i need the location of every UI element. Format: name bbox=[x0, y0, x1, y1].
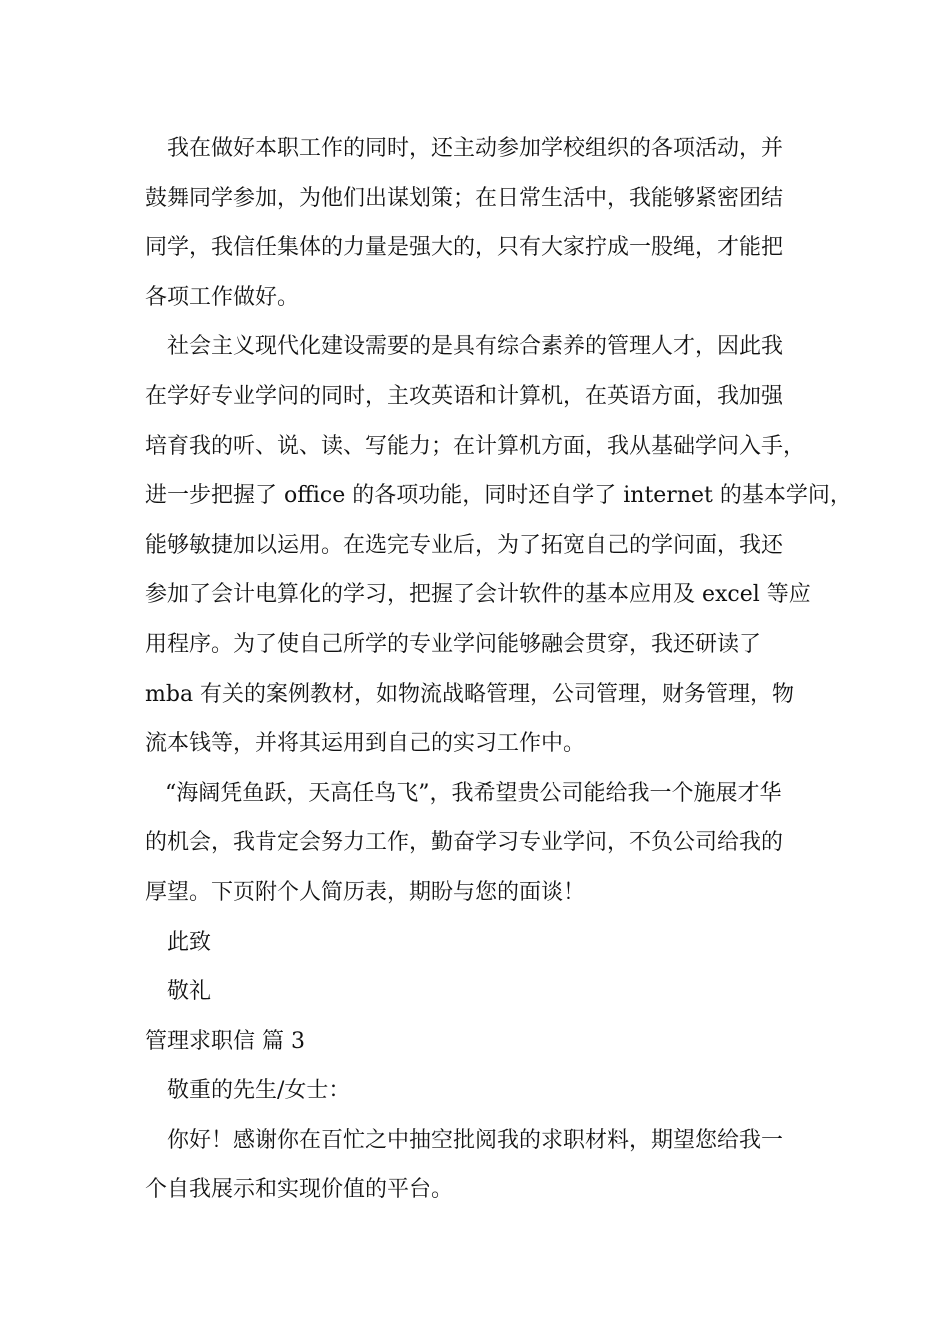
text-line: 在学好专业学问的同时，主攻英语和计算机，在英语方面，我加强 bbox=[145, 383, 784, 409]
text-line: 用程序。为了使自己所学的专业学问能够融会贯穿，我还研读了 bbox=[145, 631, 762, 657]
text-line: 能够敏捷加以运用。在选完专业后，为了拓宽自己的学问面，我还 bbox=[145, 532, 784, 558]
text-line: 同学，我信任集体的力量是强大的，只有大家拧成一股绳，才能把 bbox=[145, 235, 784, 261]
text-line: 鼓舞同学参加，为他们出谋划策；在日常生活中，我能够紧密团结 bbox=[145, 185, 784, 211]
text-line: 流本钱等，并将其运用到自己的实习工作中。 bbox=[145, 731, 586, 757]
text-line: mba 有关的案例教材，如物流战略管理，公司管理，财务管理，物 bbox=[145, 681, 795, 707]
closing-line-2: 敬礼 bbox=[167, 979, 212, 1005]
document-body bbox=[145, 124, 852, 1215]
paragraph-greeting bbox=[145, 1116, 825, 1215]
text-line: 的机会，我肯定会努力工作，勤奋学习专业学问，不负公司给我的 bbox=[145, 830, 784, 856]
text-line: 我在做好本职工作的同时，还主动参加学校组织的各项活动，并 bbox=[167, 136, 784, 161]
text-line: 个自我展示和实现价值的平台。 bbox=[145, 1177, 454, 1203]
paragraph-skills bbox=[145, 322, 852, 768]
salutation: 敬重的先生/女士： bbox=[167, 1078, 351, 1104]
text-line: 社会主义现代化建设需要的是具有综合素养的管理人才，因此我 bbox=[167, 334, 784, 360]
section-heading: 管理求职信 篇 3 bbox=[145, 1028, 305, 1054]
paragraph-activities bbox=[145, 124, 825, 322]
text-line: “海阔凭鱼跃，天高任鸟飞”，我希望贵公司能给我一个施展才华 bbox=[165, 780, 782, 806]
text-line: 厚望。下页附个人简历表，期盼与您的面谈！ bbox=[145, 879, 586, 905]
text-line: 进一步把握了 office 的各项功能，同时还自学了 internet 的基本学问， bbox=[145, 483, 852, 509]
text-line: 你好！感谢你在百忙之中抽空批阅我的求职材料，期望您给我一 bbox=[167, 1127, 784, 1153]
text-line: 参加了会计电算化的学习，把握了会计软件的基本应用及 excel 等应 bbox=[145, 582, 811, 608]
paragraph-aspiration bbox=[145, 769, 825, 918]
text-line: 各项工作做好。 bbox=[145, 284, 300, 310]
closing-line-1: 此致 bbox=[167, 929, 212, 955]
text-line: 培育我的听、说、读、写能力；在计算机方面，我从基础学问入手， bbox=[145, 433, 806, 459]
